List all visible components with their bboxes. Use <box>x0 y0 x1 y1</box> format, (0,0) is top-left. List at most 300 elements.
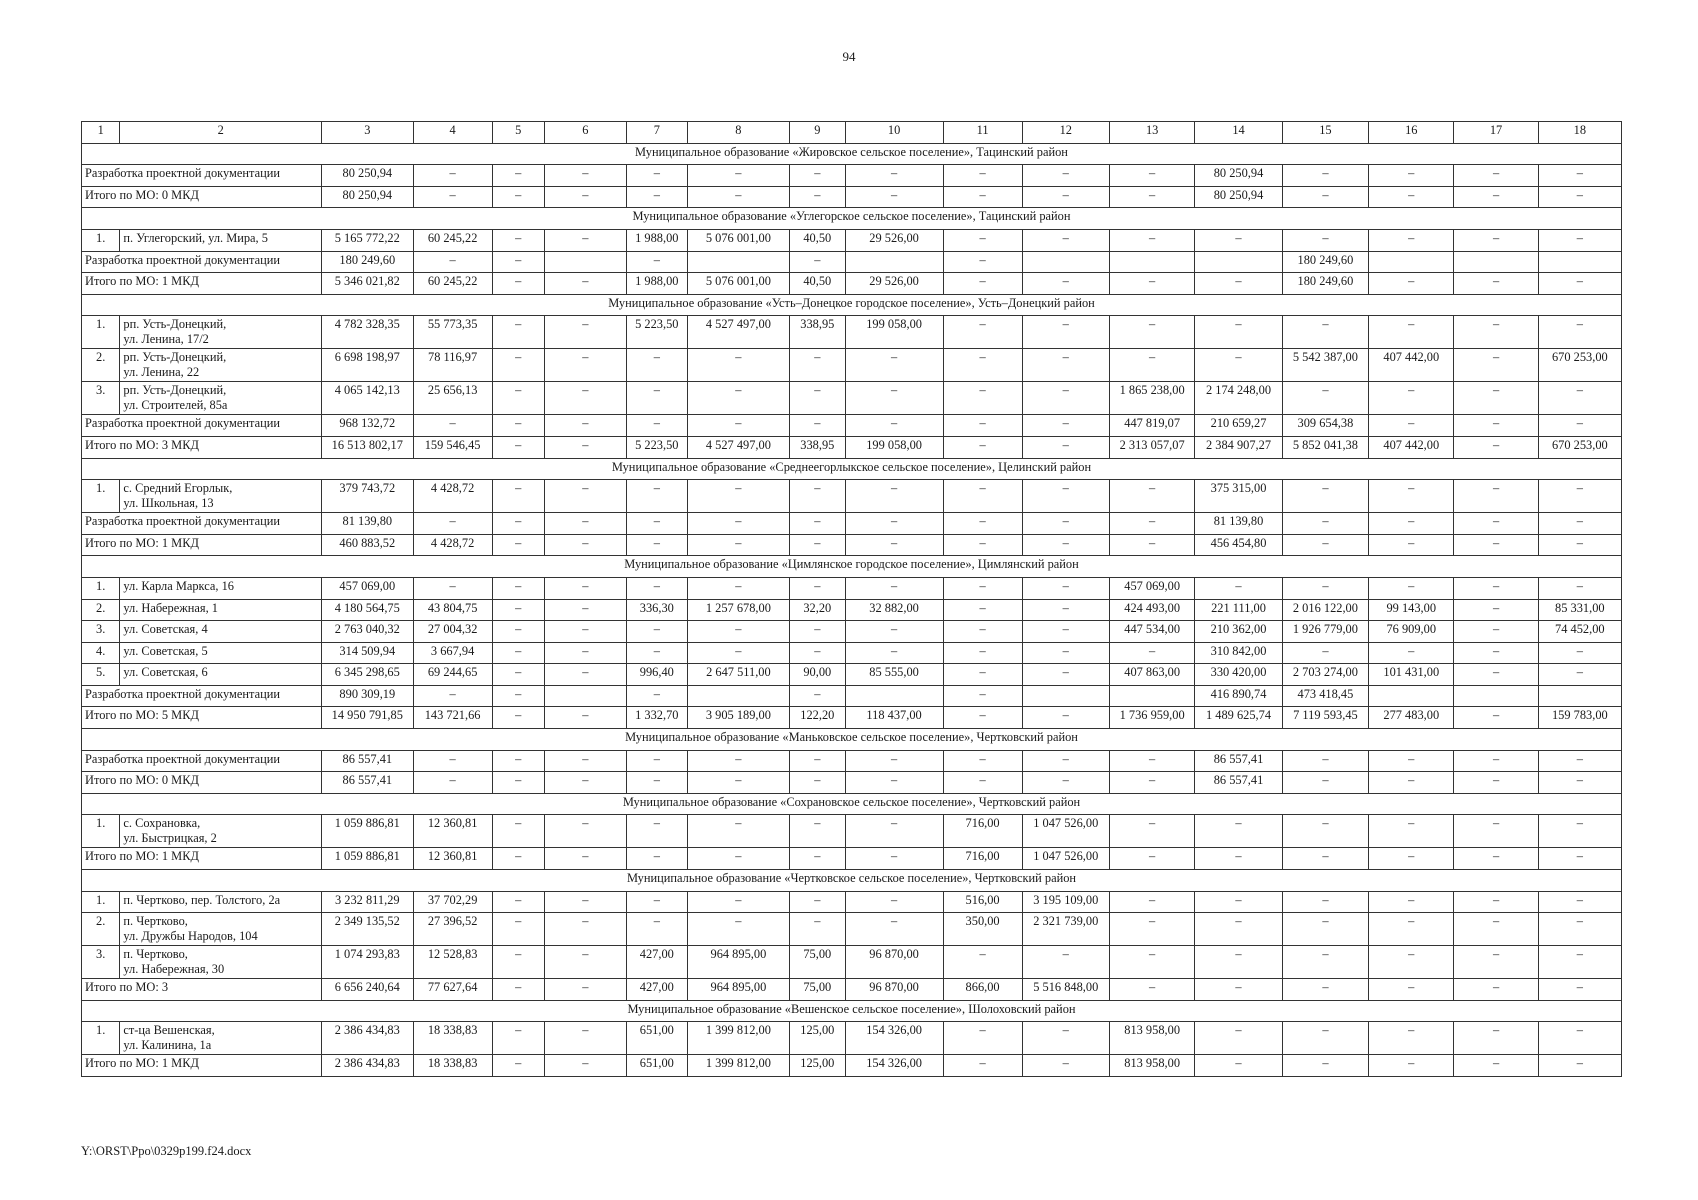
section-title: Муниципальное образование «Жировское сельское поселение», Тацинский район <box>82 143 1622 165</box>
value-cell: – <box>943 382 1022 415</box>
row-label: Разработка проектной документации <box>82 513 322 535</box>
value-cell: – <box>544 1022 626 1055</box>
value-cell: 1 988,00 <box>626 229 687 251</box>
value-cell: – <box>845 480 943 513</box>
value-cell: 4 428,72 <box>413 480 492 513</box>
value-cell: 2 321 739,00 <box>1022 913 1109 946</box>
value-cell: – <box>687 534 789 556</box>
value-cell: 221 111,00 <box>1195 599 1282 621</box>
value-cell: – <box>845 772 943 794</box>
value-cell: 29 526,00 <box>845 229 943 251</box>
value-cell: – <box>1538 772 1621 794</box>
value-cell: – <box>943 436 1022 458</box>
section-title: Муниципальное образование «Среднеегорлыкское сельское поселение», Целинский район <box>82 458 1622 480</box>
value-cell: – <box>790 534 845 556</box>
value-cell: – <box>1022 599 1109 621</box>
value-cell: – <box>1454 599 1538 621</box>
value-cell: 3 232 811,29 <box>321 891 413 913</box>
row-label: Разработка проектной документации <box>82 750 322 772</box>
value-cell <box>1022 685 1109 707</box>
row-number: 3. <box>82 621 120 643</box>
value-cell: – <box>1454 891 1538 913</box>
value-cell: – <box>1109 913 1194 946</box>
value-cell: – <box>687 513 789 535</box>
value-cell: – <box>687 186 789 208</box>
value-cell: – <box>492 642 544 664</box>
column-header: 6 <box>544 122 626 144</box>
value-cell: 159 783,00 <box>1538 707 1621 729</box>
value-cell: – <box>943 349 1022 382</box>
value-cell: 4 782 328,35 <box>321 316 413 349</box>
value-cell: – <box>943 599 1022 621</box>
value-cell: 18 338,83 <box>413 1022 492 1055</box>
summary-row <box>82 1055 1622 1077</box>
value-cell: – <box>1022 946 1109 979</box>
value-cell: – <box>1195 891 1282 913</box>
value-cell: 86 557,41 <box>1195 772 1282 794</box>
section-title: Муниципальное образование «Маньковское сельское поселение», Чертковский район <box>82 729 1622 751</box>
value-cell: – <box>1369 772 1454 794</box>
value-cell <box>1454 685 1538 707</box>
value-cell <box>544 251 626 273</box>
value-cell: – <box>1538 534 1621 556</box>
value-cell: – <box>626 815 687 848</box>
row-number: 1. <box>82 815 120 848</box>
value-cell: – <box>1109 891 1194 913</box>
value-cell: 86 557,41 <box>321 750 413 772</box>
value-cell: – <box>1109 815 1194 848</box>
value-cell: – <box>1454 815 1538 848</box>
value-cell: 80 250,94 <box>1195 186 1282 208</box>
value-cell: – <box>1538 186 1621 208</box>
footer-file-path: Y:\ORST\Ppo\0329p199.f24.docx <box>81 1144 252 1158</box>
summary-row <box>82 848 1622 870</box>
value-cell: 407 442,00 <box>1369 436 1454 458</box>
value-cell: – <box>492 1055 544 1077</box>
value-cell: – <box>544 577 626 599</box>
value-cell: 125,00 <box>790 1022 845 1055</box>
value-cell: – <box>845 815 943 848</box>
value-cell: 424 493,00 <box>1109 599 1194 621</box>
value-cell: – <box>1282 513 1368 535</box>
value-cell: – <box>626 165 687 187</box>
value-cell: 199 058,00 <box>845 316 943 349</box>
value-cell: 1 399 812,00 <box>687 1022 789 1055</box>
value-cell: – <box>1282 577 1368 599</box>
value-cell: 813 958,00 <box>1109 1055 1194 1077</box>
value-cell: 3 195 109,00 <box>1022 891 1109 913</box>
summary-row <box>82 251 1622 273</box>
value-cell: 85 331,00 <box>1538 599 1621 621</box>
value-cell: – <box>544 599 626 621</box>
value-cell: 96 870,00 <box>845 946 943 979</box>
value-cell: – <box>1454 772 1538 794</box>
value-cell: – <box>943 772 1022 794</box>
value-cell: – <box>544 165 626 187</box>
value-cell: – <box>1109 229 1194 251</box>
building-address: с. Средний Егорлык, ул. Школьная, 13 <box>120 480 322 513</box>
value-cell: 2 386 434,83 <box>321 1022 413 1055</box>
value-cell: – <box>1454 186 1538 208</box>
value-cell: 416 890,74 <box>1195 685 1282 707</box>
value-cell: – <box>1454 946 1538 979</box>
value-cell: 457 069,00 <box>321 577 413 599</box>
value-cell: – <box>1022 415 1109 437</box>
value-cell: – <box>544 316 626 349</box>
value-cell: – <box>1454 349 1538 382</box>
value-cell: 716,00 <box>943 815 1022 848</box>
value-cell: – <box>790 750 845 772</box>
value-cell: – <box>1282 750 1368 772</box>
building-row <box>82 382 1622 415</box>
value-cell: 3 667,94 <box>413 642 492 664</box>
row-number: 2. <box>82 599 120 621</box>
value-cell: – <box>845 642 943 664</box>
value-cell: – <box>687 349 789 382</box>
value-cell: – <box>1022 1055 1109 1077</box>
value-cell: – <box>492 1022 544 1055</box>
value-cell: 76 909,00 <box>1369 621 1454 643</box>
column-header: 14 <box>1195 122 1282 144</box>
value-cell: – <box>1454 165 1538 187</box>
value-cell: – <box>1109 513 1194 535</box>
value-cell: 180 249,60 <box>321 251 413 273</box>
value-cell <box>1454 251 1538 273</box>
value-cell: – <box>1109 480 1194 513</box>
value-cell: – <box>1454 913 1538 946</box>
value-cell: – <box>687 165 789 187</box>
value-cell: 122,20 <box>790 707 845 729</box>
value-cell: – <box>845 415 943 437</box>
value-cell: – <box>1195 815 1282 848</box>
value-cell: – <box>943 707 1022 729</box>
value-cell: – <box>687 913 789 946</box>
value-cell: 427,00 <box>626 946 687 979</box>
value-cell: 813 958,00 <box>1109 1022 1194 1055</box>
value-cell: – <box>1022 513 1109 535</box>
row-number: 3. <box>82 946 120 979</box>
building-row <box>82 480 1622 513</box>
building-address: ул. Набережная, 1 <box>120 599 322 621</box>
value-cell: 651,00 <box>626 1022 687 1055</box>
value-cell: 118 437,00 <box>845 707 943 729</box>
row-label: Разработка проектной документации <box>82 415 322 437</box>
value-cell: – <box>943 642 1022 664</box>
value-cell: – <box>626 642 687 664</box>
value-cell: – <box>1022 382 1109 415</box>
value-cell: – <box>492 815 544 848</box>
value-cell: – <box>790 891 845 913</box>
summary-row <box>82 750 1622 772</box>
value-cell: – <box>626 685 687 707</box>
building-row <box>82 891 1622 913</box>
value-cell: – <box>845 621 943 643</box>
value-cell: – <box>626 349 687 382</box>
value-cell: 309 654,38 <box>1282 415 1368 437</box>
value-cell: – <box>687 750 789 772</box>
value-cell: 4 527 497,00 <box>687 316 789 349</box>
value-cell: – <box>1538 848 1621 870</box>
value-cell: 2 703 274,00 <box>1282 664 1368 686</box>
value-cell: – <box>1454 415 1538 437</box>
value-cell: 5 165 772,22 <box>321 229 413 251</box>
row-label: Итого по МО: 0 МКД <box>82 186 322 208</box>
building-row <box>82 621 1622 643</box>
row-label: Итого по МО: 3 МКД <box>82 436 322 458</box>
value-cell: – <box>492 946 544 979</box>
value-cell: – <box>1109 750 1194 772</box>
value-cell: – <box>943 186 1022 208</box>
value-cell: 80 250,94 <box>1195 165 1282 187</box>
value-cell: – <box>544 891 626 913</box>
value-cell: – <box>1538 577 1621 599</box>
value-cell: – <box>1538 165 1621 187</box>
value-cell: – <box>845 848 943 870</box>
value-cell: 154 326,00 <box>845 1055 943 1077</box>
value-cell: 1 988,00 <box>626 273 687 295</box>
value-cell: – <box>687 891 789 913</box>
value-cell: – <box>1109 642 1194 664</box>
value-cell: – <box>1369 1055 1454 1077</box>
value-cell: – <box>845 382 943 415</box>
building-address: п. Чертково, ул. Дружбы Народов, 104 <box>120 913 322 946</box>
value-cell: – <box>1109 534 1194 556</box>
value-cell: 180 249,60 <box>1282 273 1368 295</box>
building-row <box>82 664 1622 686</box>
value-cell: – <box>1109 979 1194 1001</box>
value-cell: 1 926 779,00 <box>1282 621 1368 643</box>
building-address: ул. Советская, 4 <box>120 621 322 643</box>
value-cell: – <box>687 815 789 848</box>
summary-row <box>82 513 1622 535</box>
value-cell: – <box>943 480 1022 513</box>
value-cell: – <box>1369 415 1454 437</box>
building-row <box>82 946 1622 979</box>
value-cell: 964 895,00 <box>687 979 789 1001</box>
section-title: Муниципальное образование «Чертковское сельское поселение», Чертковский район <box>82 870 1622 892</box>
value-cell: – <box>492 621 544 643</box>
value-cell: 37 702,29 <box>413 891 492 913</box>
value-cell <box>1109 685 1194 707</box>
table-body <box>82 122 1622 1077</box>
value-cell <box>1538 251 1621 273</box>
value-cell: 78 116,97 <box>413 349 492 382</box>
row-number: 3. <box>82 382 120 415</box>
building-address: п. Углегорский, ул. Мира, 5 <box>120 229 322 251</box>
value-cell: – <box>1454 621 1538 643</box>
row-number: 1. <box>82 229 120 251</box>
summary-row <box>82 273 1622 295</box>
page-number: 94 <box>842 49 856 64</box>
value-cell: – <box>1538 382 1621 415</box>
column-header: 1 <box>82 122 120 144</box>
value-cell: – <box>943 664 1022 686</box>
value-cell: – <box>1538 229 1621 251</box>
building-address: рп. Усть-Донецкий, ул. Ленина, 17/2 <box>120 316 322 349</box>
value-cell: 330 420,00 <box>1195 664 1282 686</box>
value-cell: 199 058,00 <box>845 436 943 458</box>
value-cell: – <box>1454 382 1538 415</box>
value-cell: – <box>943 1055 1022 1077</box>
column-header: 11 <box>943 122 1022 144</box>
value-cell: 74 452,00 <box>1538 621 1621 643</box>
value-cell: – <box>790 251 845 273</box>
row-label: Итого по МО: 0 МКД <box>82 772 322 794</box>
value-cell: – <box>1369 480 1454 513</box>
value-cell: 1 047 526,00 <box>1022 815 1109 848</box>
section-title: Муниципальное образование «Вешенское сельское поселение», Шолоховский район <box>82 1000 1622 1022</box>
value-cell: – <box>1282 1022 1368 1055</box>
value-cell: – <box>1282 946 1368 979</box>
value-cell: – <box>1454 642 1538 664</box>
value-cell: – <box>626 621 687 643</box>
value-cell: – <box>492 415 544 437</box>
value-cell: 379 743,72 <box>321 480 413 513</box>
value-cell: – <box>1538 415 1621 437</box>
value-cell: – <box>1282 913 1368 946</box>
value-cell: – <box>544 186 626 208</box>
value-cell: – <box>1282 316 1368 349</box>
value-cell: – <box>943 229 1022 251</box>
value-cell: – <box>1369 891 1454 913</box>
value-cell: – <box>1022 642 1109 664</box>
value-cell: – <box>1022 186 1109 208</box>
value-cell: 143 721,66 <box>413 707 492 729</box>
value-cell: 125,00 <box>790 1055 845 1077</box>
column-header: 8 <box>687 122 789 144</box>
value-cell: – <box>790 621 845 643</box>
value-cell: – <box>1538 480 1621 513</box>
value-cell: – <box>544 848 626 870</box>
value-cell: – <box>1109 848 1194 870</box>
value-cell: 1 257 678,00 <box>687 599 789 621</box>
value-cell: 338,95 <box>790 436 845 458</box>
value-cell: 32,20 <box>790 599 845 621</box>
value-cell: 670 253,00 <box>1538 349 1621 382</box>
building-address: рп. Усть-Донецкий, ул. Строителей, 85а <box>120 382 322 415</box>
column-header: 15 <box>1282 122 1368 144</box>
value-cell: – <box>790 685 845 707</box>
value-cell: – <box>1109 316 1194 349</box>
value-cell: – <box>492 229 544 251</box>
value-cell: – <box>687 480 789 513</box>
value-cell: – <box>492 513 544 535</box>
value-cell: 4 065 142,13 <box>321 382 413 415</box>
value-cell: 5 223,50 <box>626 316 687 349</box>
value-cell: – <box>1022 707 1109 729</box>
value-cell: – <box>790 513 845 535</box>
value-cell: – <box>687 848 789 870</box>
value-cell: 2 016 122,00 <box>1282 599 1368 621</box>
summary-row <box>82 707 1622 729</box>
value-cell: – <box>1454 664 1538 686</box>
value-cell: 457 069,00 <box>1109 577 1194 599</box>
value-cell: 27 396,52 <box>413 913 492 946</box>
value-cell: – <box>1454 316 1538 349</box>
value-cell: – <box>845 577 943 599</box>
value-cell: – <box>492 165 544 187</box>
value-cell: – <box>1538 642 1621 664</box>
value-cell: 427,00 <box>626 979 687 1001</box>
value-cell: – <box>943 1022 1022 1055</box>
value-cell: – <box>492 436 544 458</box>
value-cell: – <box>943 750 1022 772</box>
value-cell: 460 883,52 <box>321 534 413 556</box>
column-header: 2 <box>120 122 322 144</box>
budget-table <box>81 121 1622 1077</box>
value-cell: – <box>790 577 845 599</box>
value-cell: – <box>1538 913 1621 946</box>
value-cell: 1 047 526,00 <box>1022 848 1109 870</box>
section-header-row <box>82 729 1622 751</box>
building-address: ул. Советская, 6 <box>120 664 322 686</box>
column-header: 10 <box>845 122 943 144</box>
building-address: п. Чертково, ул. Набережная, 30 <box>120 946 322 979</box>
value-cell: – <box>626 186 687 208</box>
value-cell: – <box>1454 273 1538 295</box>
value-cell: – <box>544 480 626 513</box>
column-header: 3 <box>321 122 413 144</box>
value-cell: – <box>1538 273 1621 295</box>
value-cell: – <box>544 913 626 946</box>
value-cell: – <box>1369 642 1454 664</box>
value-cell: – <box>1538 750 1621 772</box>
value-cell: 5 076 001,00 <box>687 229 789 251</box>
row-number: 2. <box>82 913 120 946</box>
value-cell: 516,00 <box>943 891 1022 913</box>
value-cell: – <box>1195 229 1282 251</box>
value-cell: – <box>1109 165 1194 187</box>
value-cell: – <box>943 316 1022 349</box>
value-cell: 27 004,32 <box>413 621 492 643</box>
row-label: Разработка проектной документации <box>82 685 322 707</box>
value-cell: 75,00 <box>790 979 845 1001</box>
value-cell: – <box>845 165 943 187</box>
value-cell: 1 059 886,81 <box>321 848 413 870</box>
value-cell: – <box>1022 621 1109 643</box>
value-cell: – <box>1282 382 1368 415</box>
value-cell: – <box>413 415 492 437</box>
building-row <box>82 599 1622 621</box>
value-cell: 14 950 791,85 <box>321 707 413 729</box>
value-cell: 18 338,83 <box>413 1055 492 1077</box>
value-cell: 964 895,00 <box>687 946 789 979</box>
value-cell: – <box>1538 513 1621 535</box>
value-cell: – <box>1282 891 1368 913</box>
value-cell: – <box>1109 273 1194 295</box>
value-cell: – <box>1109 349 1194 382</box>
value-cell: – <box>626 382 687 415</box>
building-address: п. Чертково, пер. Толстого, 2а <box>120 891 322 913</box>
value-cell: – <box>544 642 626 664</box>
value-cell: 375 315,00 <box>1195 480 1282 513</box>
value-cell: – <box>544 772 626 794</box>
value-cell <box>1369 685 1454 707</box>
value-cell: – <box>1538 1022 1621 1055</box>
value-cell: – <box>1195 946 1282 979</box>
value-cell: 86 557,41 <box>1195 750 1282 772</box>
value-cell: – <box>1022 577 1109 599</box>
value-cell: – <box>1369 273 1454 295</box>
value-cell: – <box>492 913 544 946</box>
value-cell: – <box>1369 229 1454 251</box>
building-row <box>82 1022 1622 1055</box>
value-cell: 96 870,00 <box>845 979 943 1001</box>
value-cell: – <box>626 251 687 273</box>
value-cell: 25 656,13 <box>413 382 492 415</box>
value-cell: – <box>1454 436 1538 458</box>
column-header: 17 <box>1454 122 1538 144</box>
